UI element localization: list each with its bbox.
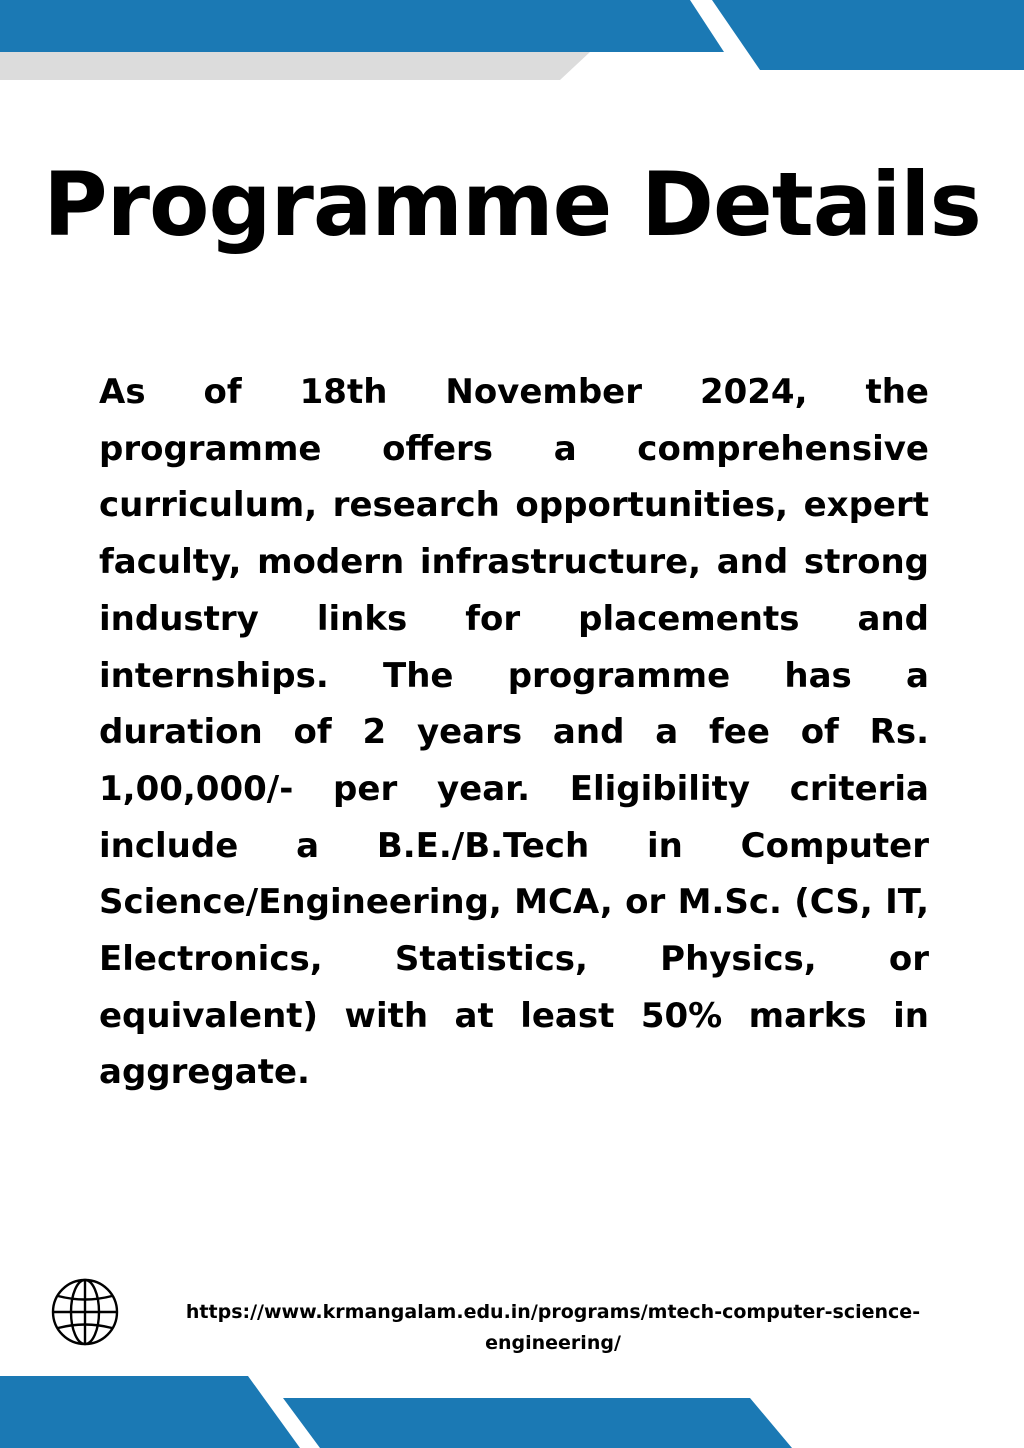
top-decorative-band <box>0 0 1024 80</box>
top-right-blue-bar <box>712 0 1024 70</box>
page-title: Programme Details <box>43 153 981 256</box>
top-left-blue-bar <box>0 0 724 52</box>
programme-description: As of 18th November 2024, the programme offers a comprehensive curriculum, research opportunities, expert faculty, modern infrastructure, and strong industry links for placements and internships. The programme has a duration of 2 years and a fee of Rs. 1,00,000/- per year. Eligibility criteria include a B.E./B.Tech in Computer Science/Engineering, MCA, or M.Sc. (CS, IT, Electronics, Statistics, Physics, or equivalent) with at least 50% marks in aggregate. <box>99 372 929 1093</box>
bottom-left-blue-bar <box>0 1376 300 1448</box>
top-gray-stripe <box>0 52 590 80</box>
footer-url-line2[interactable]: engineering/ <box>485 1332 621 1354</box>
footer-url-line1[interactable]: https://www.krmangalam.edu.in/programs/mtech-computer-science- <box>185 1301 921 1323</box>
globe-icon <box>50 1277 120 1347</box>
footer-url-link[interactable] <box>140 1297 966 1359</box>
bottom-middle-blue-bar <box>283 1398 792 1448</box>
bottom-decorative-band <box>0 1376 1024 1448</box>
